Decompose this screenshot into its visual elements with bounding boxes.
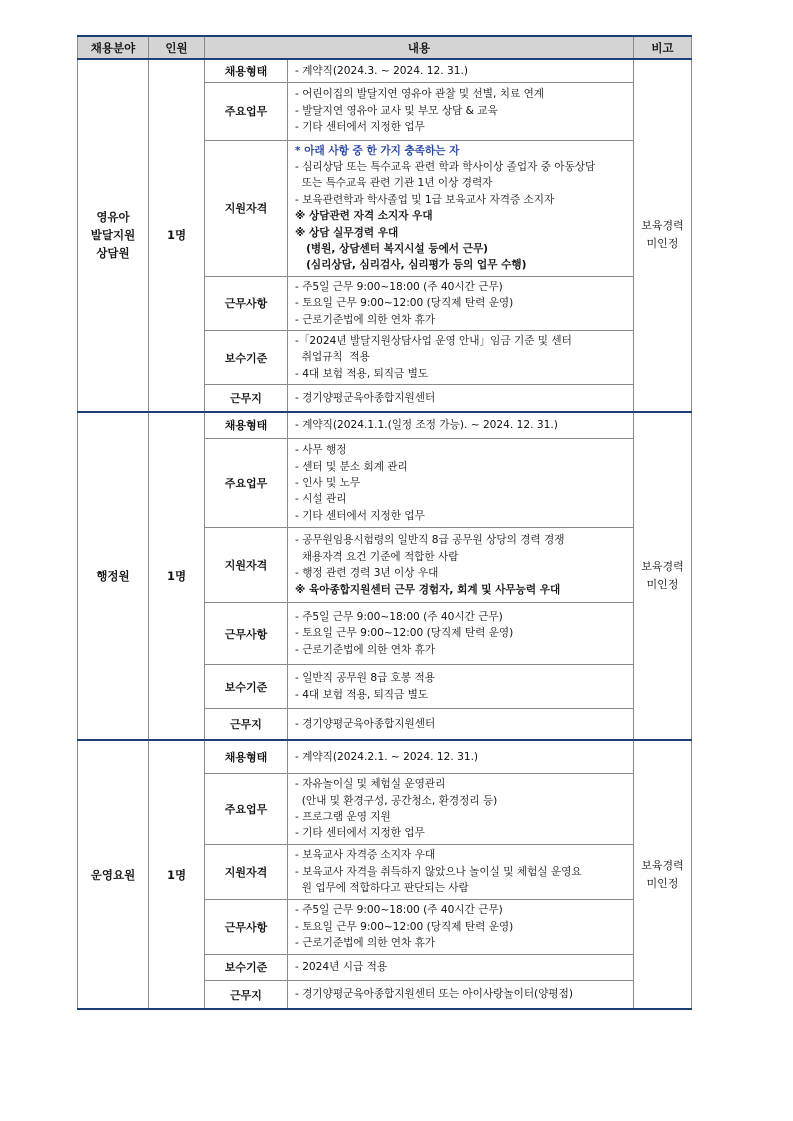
content-line: - 인사 및 노무 [295,476,361,489]
field-content [288,740,634,774]
field-label: 채용형태 [205,740,288,774]
content-line: 취업규칙 적용 [295,351,370,364]
section-3 [78,740,692,1010]
header-remarks: 비고 [634,36,692,59]
content-line: 채용자격 요건 기준에 적합한 사람 [295,550,459,563]
content-line: - 근로기준법에 의한 연차 휴가 [295,643,436,656]
content-line: - 보육교사 자격을 취득하지 않았으나 놀이실 및 체험실 운영요 [295,865,582,878]
remarks-cell: 보육경력 미인정 [634,59,692,412]
field-content [288,844,634,899]
field-content [288,276,634,330]
content-line: ※ 상담관련 자격 소지자 우대 [295,210,433,223]
field-content [288,603,634,665]
category-cell: 운영요원 [78,740,149,1010]
content-line: - 기타 센터에서 지정한 업무 [295,509,425,522]
content-line: (병원, 상담센터 복지시설 등에서 근무) [295,242,489,255]
content-line: - 보육교사 자격증 소지자 우대 [295,849,436,862]
remarks-cell: 보육경력 미인정 [634,412,692,740]
content-line: - 토요일 근무 9:00~12:00 (당직제 탄력 운영) [295,920,514,933]
table-row [78,412,692,439]
field-label: 근무사항 [205,276,288,330]
field-content [288,528,634,603]
header-category: 채용분야 [78,36,149,59]
content-line: - 기타 센터에서 지정한 업무 [295,827,425,840]
content-line: * 아래 사항 중 한 가지 충족하는 자 [295,144,460,157]
section-2 [78,412,692,740]
field-label: 지원자격 [205,140,288,276]
field-label: 보수기준 [205,665,288,709]
content-line: - 근로기준법에 의한 연차 휴가 [295,937,436,950]
field-content [288,665,634,709]
content-line: (안내 및 환경구성, 공간청소, 환경정리 등) [295,794,498,807]
content-line: - 기타 센터에서 지정한 업무 [295,121,425,134]
content-line: - 자유놀이실 및 체험실 운영관리 [295,778,446,791]
content-line: ※ 상담 실무경력 우대 [295,226,399,239]
category-cell: 영유아 발달지원 상담원 [78,59,149,412]
field-content [288,954,634,980]
content-line: - 주5일 근무 9:00~18:00 (주 40시간 근무) [295,280,503,293]
header-content: 내용 [205,36,634,59]
content-line: - 계약직(2024.2.1. ~ 2024. 12. 31.) [295,750,479,763]
content-line: - 4대 보험 적용, 퇴직금 별도 [295,367,429,380]
recruitment-table [77,35,692,1010]
content-line: - 계약직(2024.1.1.(일정 조정 가능). ~ 2024. 12. 31.) [295,419,558,432]
field-content [288,980,634,1009]
field-label: 근무지 [205,980,288,1009]
section-1 [78,59,692,412]
header-count: 인원 [149,36,205,59]
content-line: - 시설 관리 [295,493,347,506]
field-label: 보수기준 [205,330,288,384]
count-cell: 1명 [149,740,205,1010]
content-line: - 사무 행정 [295,444,347,457]
table-header [78,36,692,59]
category-cell: 행정원 [78,412,149,740]
field-content [288,774,634,845]
field-content [288,412,634,439]
field-label: 지원자격 [205,528,288,603]
field-label: 근무사항 [205,603,288,665]
field-label: 주요업무 [205,439,288,528]
count-cell: 1명 [149,412,205,740]
field-label: 주요업무 [205,82,288,140]
content-line: - 보육관련학과 학사졸업 및 1급 보육교사 자격증 소지자 [295,193,555,206]
content-line: - 경기양평군육아종합지원센터 [295,717,436,730]
content-line: - 계약직(2024.3. ~ 2024. 12. 31.) [295,64,468,77]
content-line: - 어린이집의 발달지연 영유아 관찰 및 선별, 치료 연계 [295,88,545,101]
field-label: 채용형태 [205,412,288,439]
content-line: - 센터 및 분소 회계 관리 [295,460,408,473]
content-line: - 토요일 근무 9:00~12:00 (당직제 탄력 운영) [295,297,514,310]
field-label: 근무사항 [205,899,288,954]
content-line: 또는 특수교육 관련 기관 1년 이상 경력자 [295,177,493,190]
field-content [288,330,634,384]
field-label: 보수기준 [205,954,288,980]
field-label: 채용형태 [205,59,288,82]
content-line: - 일반직 공무원 8급 호봉 적용 [295,672,435,685]
field-content [288,140,634,276]
field-label: 지원자격 [205,844,288,899]
table-row [78,59,692,82]
content-line: ※ 육아종합지원센터 근무 경험자, 회계 및 사무능력 우대 [295,583,561,596]
count-cell: 1명 [149,59,205,412]
remarks-cell: 보육경력 미인정 [634,740,692,1010]
content-line: - 경기양평군육아종합지원센터 [295,391,436,404]
content-line: - 발달지연 영유아 교사 및 부모 상담 & 교육 [295,104,498,117]
field-label: 근무지 [205,709,288,740]
content-line: - 2024년 시급 적용 [295,961,388,974]
field-label: 주요업무 [205,774,288,845]
content-line: - 행정 관련 경력 3년 이상 우대 [295,567,439,580]
content-line: - 근로기준법에 의한 연차 휴가 [295,313,436,326]
content-line: - 공무원임용시험령의 일반직 8급 공무원 상당의 경력 경쟁 [295,534,565,547]
content-line: - 경기양평군육아종합지원센터 또는 아이사랑놀이터(양평점) [295,988,574,1001]
content-line: - 주5일 근무 9:00~18:00 (주 40시간 근무) [295,904,503,917]
content-line: - 프로그램 운영 지원 [295,811,391,823]
field-content [288,385,634,412]
field-content [288,899,634,954]
content-line: - 심리상담 또는 특수교육 관련 학과 학사이상 졸업자 중 아동상담 [295,160,596,173]
field-content [288,82,634,140]
field-content [288,709,634,740]
content-line: - 주5일 근무 9:00~18:00 (주 40시간 근무) [295,611,503,624]
content-line: (심리상담, 심리검사, 심리평가 등의 업무 수행) [295,259,527,272]
field-content [288,439,634,528]
field-label: 근무지 [205,385,288,412]
table-row [78,740,692,774]
content-line: - 4대 보험 적용, 퇴직금 별도 [295,688,429,701]
field-content [288,59,634,82]
content-line: 원 업무에 적합하다고 판단되는 사람 [295,882,469,895]
content-line: - 토요일 근무 9:00~12:00 (당직제 탄력 운영) [295,627,514,640]
content-line: -「2024년 발달지원상담사업 운영 안내」임금 기준 및 센터 [295,334,572,347]
